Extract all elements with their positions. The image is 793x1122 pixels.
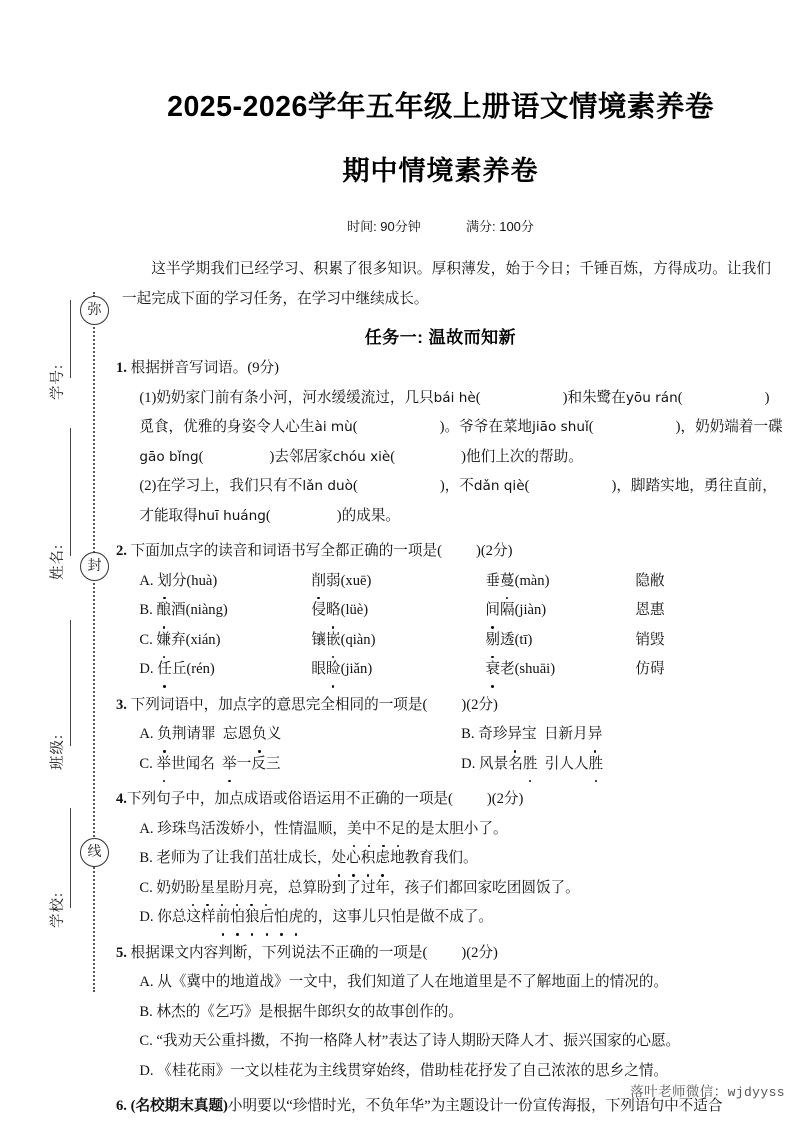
q2-opt-b-dotchar-2: 略 [326,596,341,626]
q5-opt-a-text: 从《冀中的地道战》一文中，我们知道了人在地道里是不了解地面上的情况的。 [157,974,669,990]
question-3-option-b[interactable] [461,720,783,750]
field-rule-school [70,808,71,908]
score-label: 满分: 100分 [466,219,534,234]
q3-opt-d-w1-pre: 风景名 [479,755,523,772]
emphasis-char: 足 [391,815,406,845]
q4-opt-a-tag: A. [139,820,154,837]
question-2-stem-tail: )(2分) [475,543,513,559]
q1-pinyin-jiaoshui: jiāo shuǐ [532,419,589,435]
question-4-option-c[interactable] [139,874,783,904]
q3-opt-b-dotchar-2: 异 [588,720,603,750]
emphasis-char: 心 [346,844,361,874]
q3-opt-a-tag: A. [139,726,154,742]
question-4-stem [116,785,783,815]
intro-paragraph: 这半学期我们已经学习、积累了很多知识。厚积薄发，始于今日；千锤百炼，方得成功。让我们一起完成下面的学习任务，在学习中继续成长。 [122,261,771,307]
q3-opt-b-w1-post: 宝 [522,726,537,742]
question-3-option-c[interactable] [139,750,461,780]
q3-opt-c-dotchar-1: 举 [156,750,171,780]
field-label-school: 学校: [50,891,66,928]
q5-opt-a-tag: A. [139,974,154,990]
q2-opt-c-dotchar-1: 嫌 [156,626,171,656]
question-5-option-b[interactable] [139,998,783,1028]
question-3-row-1 [139,720,783,750]
q4-opt-a-post: 的是太胆小了。 [405,820,508,837]
field-label-student-id: 学号: [50,363,66,400]
q2-opt-b-word-2: (lüè) [340,602,369,618]
q3-opt-b-dotchar-1: 异 [507,720,522,750]
question-2-number: 2. [116,543,127,559]
q2-opt-d-dotchar-2: 睑 [326,655,341,685]
emphasis-char: 怕 [274,903,289,933]
q1-p1-text-f: 去邻居家 [274,448,333,465]
q2-opt-a-word-4: 隐敝 [635,572,665,589]
q2-opt-d-word-2-pre: 眼 [311,661,326,677]
emphasis-char: 美 [347,815,362,845]
q3-opt-b-w2-pre: 日新月 [543,726,588,742]
emphasis-char: 盼 [186,874,201,904]
emphasis-char: 虑 [375,844,390,874]
q2-opt-b-word-2-pre: 侵 [311,602,326,618]
question-3 [116,691,783,780]
q4-opt-b-post: 地教育我们。 [389,850,478,866]
question-3-number: 3. [116,696,127,713]
question-3-stem [116,691,783,721]
q1-p2-text-c: ，脚踏实地，勇往直前，才能取得 [139,478,777,524]
exam-meta [88,188,793,235]
q2-opt-a-dotchar-3: 蔓 [500,567,515,597]
question-4-stem-text: 下列句子中，加点成语或俗语运用不正确的一项是( [126,791,453,807]
q2-opt-a-word-3: (màn) [514,572,550,589]
q3-opt-c-w1-post: 世闻名 [171,755,215,772]
q2-opt-a-dotchar-2: 削 [311,567,326,597]
q2-opt-d-word-1: 丘(rén) [171,661,215,677]
emphasis-char: 星 [200,874,215,904]
question-2 [116,537,783,685]
seal-char-mi: 弥 [80,296,109,325]
q4-opt-b-tag: B. [139,850,153,866]
q4-opt-d-tag: D. [139,909,154,925]
question-2-option-a[interactable] [139,567,783,597]
q1-p1-text-c: 觅食，优雅的身姿令人心生 [139,419,315,435]
q2-opt-d-word-4: 仿碍 [635,661,665,677]
q3-opt-a-w1-post: 荆请罪 [171,726,216,742]
q5-opt-b-text: 林杰的《乞巧》是根据牛郎织女的故事创作的。 [156,1003,463,1020]
question-6-text: 小明要以“珍惜时光，不负年华”为主题设计一份宣传海报，下列语句中不适合 [227,1098,723,1114]
q3-opt-b-tag: B. [461,726,475,742]
question-5-option-c[interactable] [139,1027,783,1057]
q2-opt-d-dotchar-3: 衰 [485,655,500,685]
task-heading: 任务一: 温故而知新 [364,328,517,347]
question-1-number: 1. [116,360,127,376]
q3-opt-a-dotchar-2: 负 [252,720,267,750]
question-4-number: 4. [116,791,127,807]
emphasis-char: 处 [332,844,347,874]
q1-p1-text-a: (1)奶奶家门前有条小河，河水缓缓流过，几只 [139,389,434,406]
q2-opt-a-word-2: 弱(xuē) [325,572,372,589]
q3-opt-a-w2-post: 义 [266,726,282,742]
exam-page [112,0,793,1122]
question-5-option-a[interactable] [139,968,783,998]
time-label: 时间: 90分钟 [347,219,421,234]
question-3-row-2 [139,750,783,780]
q4-opt-d-idiom [216,909,304,925]
q2-opt-a-dotchar-1: 划 [157,567,172,597]
emphasis-char: 亮 [259,874,274,904]
q2-opt-b-word-1: 酒(niàng) [171,602,228,618]
q3-opt-d-dotchar-2: 胜 [589,750,604,780]
q3-opt-c-dotchar-2: 举 [222,750,237,780]
q1-p2-text-d: 的成果。 [341,507,401,524]
question-5-number: 5. [116,944,127,961]
field-rule-class [70,620,71,746]
q2-opt-a-word-1: 分(huà) [171,572,218,589]
q4-opt-c-idiom [186,880,274,896]
question-3-option-d[interactable] [461,750,783,780]
emphasis-char: 积 [361,844,376,874]
q2-opt-b-dotchar-1: 酿 [156,596,171,626]
field-rule-student-id [70,300,71,378]
q1-p1-text-b: 和朱鹭在 [567,389,626,406]
question-3-stem-text: 下列词语中，加点字的意思完全相同的一项是( [130,696,428,713]
question-5-stem [116,939,783,969]
q2-opt-c-word-2-pre: 镶 [311,631,326,648]
watermark-wechat-id: wjdyyss [727,1085,785,1100]
q3-opt-b-w1-pre: 奇珍 [478,726,508,742]
q4-opt-c-post: ，总算盼到了过年，孩子们都回家吃团圆饭了。 [273,879,580,896]
question-3-option-a[interactable] [139,720,461,750]
field-label-class: 班级: [50,733,66,770]
q4-opt-c-pre: 奶奶 [156,879,186,896]
q3-opt-c-w2-post: 一反三 [236,755,281,772]
q2-opt-c-dotchar-3: 剔 [485,626,500,656]
q2-opt-b-tag: B. [139,602,153,618]
q5-opt-d-tag: D. [139,1062,154,1079]
field-rule-name [70,428,71,556]
seal-char-xian: 线 [80,838,109,867]
watermark-credit [630,1080,785,1100]
question-4-option-b[interactable] [139,844,783,874]
q4-opt-a-pre: 珍珠鸟活泼娇小，性情温顺， [157,820,347,837]
q2-opt-c-word-4: 销毁 [635,631,665,648]
q3-opt-d-w2-pre: 引人人 [544,755,589,772]
question-4 [116,785,783,933]
field-label-name: 姓名: [50,543,66,580]
question-3-stem-tail: )(2分) [461,696,498,713]
q3-opt-d-tag: D. [461,755,476,772]
q4-opt-a-idiom [347,821,405,837]
q2-opt-c-dotchar-2: 嵌 [326,626,341,656]
q2-opt-d-dotchar-1: 任 [157,655,172,685]
question-4-option-a[interactable] [139,815,783,845]
q3-opt-c-tag: C. [139,755,153,772]
q1-pinyin-chouxie: chóu xiè [332,448,391,465]
question-1 [116,354,783,531]
emphasis-char: 月 [244,874,259,904]
question-4-stem-tail: )(2分) [486,791,524,807]
emphasis-char: 星 [215,874,230,904]
emphasis-char: 盼 [229,874,244,904]
seal-char-feng: 封 [80,552,109,581]
q2-opt-d-tag: D. [139,661,154,677]
q2-opt-c-tag: C. [139,631,153,648]
q1-p2-text-b: ，不 [444,478,474,494]
question-2-stem [116,537,783,567]
q4-opt-b-pre: 老师为了让我们茁壮成长， [156,850,332,866]
q2-opt-d-word-2: (jiǎn) [340,661,373,677]
emphasis-char: 怕 [230,903,245,933]
q1-p1-text-d: 。爷爷在菜地 [444,419,533,435]
q1-pinyin-baihe: bái hè [433,389,476,406]
q4-opt-b-idiom [332,850,390,866]
q1-pinyin-gaobing: gāo bǐng [139,448,199,465]
q5-opt-c-tag: C. [139,1033,153,1049]
emphasis-char: 不 [376,815,391,845]
q3-opt-a-w2-pre: 忘恩 [222,726,253,742]
q1-pinyin-youran: yōu rán [625,389,678,406]
emphasis-char: 前 [216,903,231,933]
q1-pinyin-danqie: dǎn qiè [473,478,525,494]
q2-opt-c-word-1: 弃(xián) [171,631,221,648]
q2-opt-a-word-3-pre: 垂 [485,572,500,589]
question-5-stem-tail: )(2分) [461,944,498,961]
question-5-stem-text: 根据课文内容判断，下列说法不正确的一项是( [130,944,428,961]
q4-opt-c-tag: C. [139,879,153,896]
q2-opt-b-word-3: 隔(jiàn) [499,602,547,618]
q2-opt-c-word-2: (qiàn) [340,631,376,648]
q1-pinyin-landuo: lǎn duò [302,478,353,494]
question-1-stem-text: 根据拼音写词语。(9分) [130,360,279,376]
question-6-number: 6. [116,1098,127,1114]
emphasis-char: 狼 [245,903,260,933]
q1-p1-text-g: 他们上次的帮助。 [466,448,583,465]
question-1-part-1: (1)奶奶家门前有条小河，河水缓缓流过，几只bái hè( )和朱鹭在yōu rán( )觅食，优雅的身姿令人心生ài mù( )。爷爷在菜地jiāo shuǐ( )，奶奶端着一碟gāo bǐng( )去邻居家chóu xiè( )他们上次的帮助。 [139,389,783,465]
q5-opt-b-tag: B. [139,1003,153,1020]
seal-dotted-line [93,292,95,992]
question-1-part-2: (2)在学习上，我们只有不lǎn duò( )，不dǎn qiè( )，脚踏实地，勇往直前，才能取得huī huáng( )的成果。 [139,478,777,524]
question-2-option-d[interactable] [139,655,783,685]
emphasis-char: 虎 [289,903,304,933]
question-6-badge: (名校期末真题) [130,1098,228,1114]
emphasis-char: 中 [362,815,377,845]
emphasis-char: 后 [259,903,274,933]
q4-opt-d-post: 的，这事儿只怕是做不成了。 [303,909,493,925]
question-5 [116,939,783,1087]
question-1-stem [116,354,783,384]
question-4-option-d[interactable] [139,903,783,933]
q3-opt-a-dotchar-1: 负 [157,720,172,750]
q3-opt-d-dotchar-1: 胜 [523,750,538,780]
page-subtitle: 期中情境素养卷 [342,156,539,186]
q2-opt-a-tag: A. [139,572,154,589]
q4-opt-d-pre: 你总这样 [157,909,216,925]
watermark-label: 落叶老师微信： [630,1084,728,1099]
page-title: 2025-2026学年五年级上册语文情境素养卷 [167,91,714,123]
q1-pinyin-aimu: ài mù [314,419,353,435]
q1-p1-text-e: ，奶奶端着一碟 [680,419,783,435]
q5-opt-c-text: “我劝天公重抖擞，不拘一格降人材”表达了诗人期盼天降人才、振兴国家的心愿。 [156,1033,681,1049]
q1-p2-text-a: (2)在学习上，我们只有不 [139,478,303,494]
q5-opt-d-text: 《桂花雨》一文以桂花为主线贯穿始终，借助桂花抒发了自己浓浓的思乡之情。 [157,1062,669,1079]
q2-opt-b-word-4: 恩惠 [635,602,665,618]
q2-opt-c-word-3: 透(tī) [499,631,533,648]
q2-opt-b-dotchar-3: 间 [485,596,500,626]
question-2-stem-text: 下面加点字的读音和词语书写全都正确的一项是( [130,543,442,559]
q2-opt-d-word-3: 老(shuāi) [499,661,556,677]
question-2-option-b[interactable] [139,596,783,626]
question-2-option-c[interactable] [139,626,783,656]
q1-pinyin-huihuang: huī huáng [197,507,266,524]
